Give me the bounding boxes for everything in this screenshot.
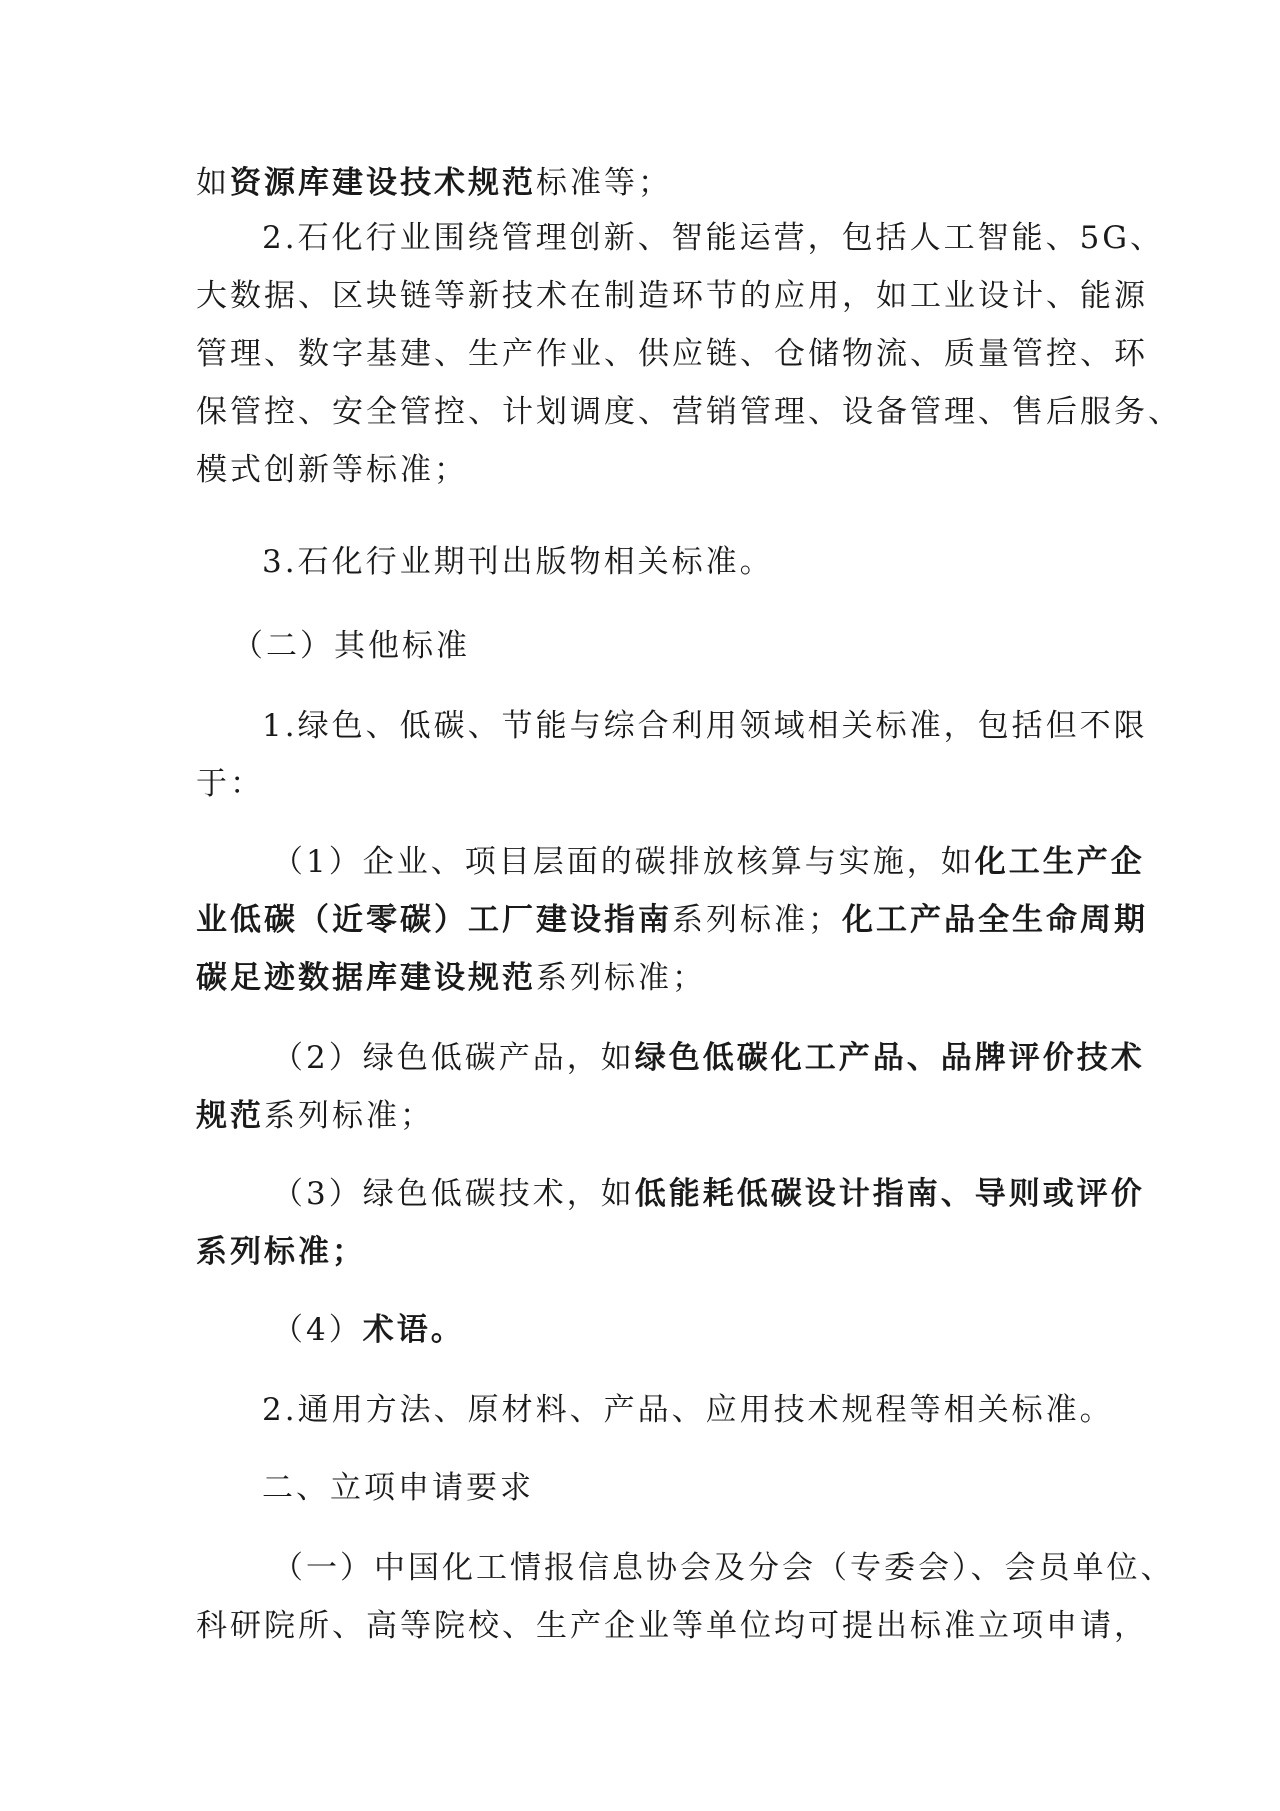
emphasis-text: 系列标准； (196, 1234, 366, 1270)
emphasis-text: 碳足迹数据库建设规范 (196, 960, 536, 996)
text-line (196, 958, 706, 998)
body-text: 3.石化行业期刊出版物相关标准。 (262, 544, 774, 580)
body-text: 系列标准； (264, 1098, 434, 1134)
text-line (196, 334, 1148, 374)
text-line (272, 1038, 1145, 1078)
body-text: 保管控、安全管控、计划调度、营销管理、设备管理、售后服务、 (196, 394, 1182, 430)
section-heading (262, 1468, 534, 1508)
text-line (196, 1606, 1148, 1646)
body-text: （一）中国化工情报信息协会及分会（专委会）、会员单位、 (272, 1550, 1175, 1586)
emphasis-text: 化工产品全生命周期 (842, 902, 1148, 938)
text-line (262, 706, 1148, 746)
text-line (262, 542, 774, 582)
body-text: （3）绿色低碳技术，如 (272, 1176, 635, 1212)
text-line (272, 1548, 1175, 1588)
body-text: 科研院所、高等院校、生产企业等单位均可提出标准立项申请， (196, 1608, 1148, 1644)
body-text: （二）其他标准 (232, 628, 470, 664)
body-text: 2.石化行业围绕管理创新、智能运营，包括人工智能、5G、 (262, 220, 1165, 256)
emphasis-text: 规范 (196, 1098, 264, 1134)
body-text: 2.通用方法、原材料、产品、应用技术规程等相关标准。 (262, 1392, 1114, 1428)
body-text: 二、立项申请要求 (262, 1470, 534, 1506)
emphasis-text: 化工生产企 (974, 844, 1145, 880)
body-text: 大数据、区块链等新技术在制造环节的应用，如工业设计、能源 (196, 278, 1148, 314)
body-text: 如 (196, 165, 230, 201)
text-line (262, 1390, 1114, 1430)
body-text: （4） (272, 1312, 363, 1348)
text-line (272, 1174, 1145, 1214)
body-text: 标准等； (536, 165, 672, 201)
text-line (196, 764, 264, 804)
text-line (196, 900, 1148, 940)
text-line (272, 842, 1145, 882)
body-text: （2）绿色低碳产品，如 (272, 1040, 635, 1076)
text-line (196, 1096, 434, 1136)
body-text: 模式创新等标准； (196, 452, 468, 488)
emphasis-text: 低能耗低碳设计指南、导则或评价 (634, 1176, 1145, 1212)
text-line (196, 163, 672, 203)
text-line (196, 450, 468, 490)
body-text: 系列标准； (672, 902, 842, 938)
text-line (262, 218, 1165, 258)
body-text: 系列标准； (536, 960, 706, 996)
text-line (272, 1310, 465, 1350)
body-text: 管理、数字基建、生产作业、供应链、仓储物流、质量管控、环 (196, 336, 1148, 372)
section-heading (232, 626, 470, 666)
emphasis-text: 业低碳（近零碳）工厂建设指南 (196, 902, 672, 938)
body-text: 1.绿色、低碳、节能与综合利用领域相关标准，包括但不限 (262, 708, 1148, 744)
text-line (196, 392, 1182, 432)
body-text: 于： (196, 766, 264, 802)
emphasis-text: 绿色低碳化工产品、品牌评价技术 (634, 1040, 1145, 1076)
emphasis-text: 术语。 (362, 1312, 465, 1348)
body-text: （1）企业、项目层面的碳排放核算与实施，如 (272, 844, 975, 880)
text-line (196, 276, 1148, 316)
emphasis-text: 资源库建设技术规范 (230, 165, 536, 201)
text-line (196, 1232, 366, 1272)
